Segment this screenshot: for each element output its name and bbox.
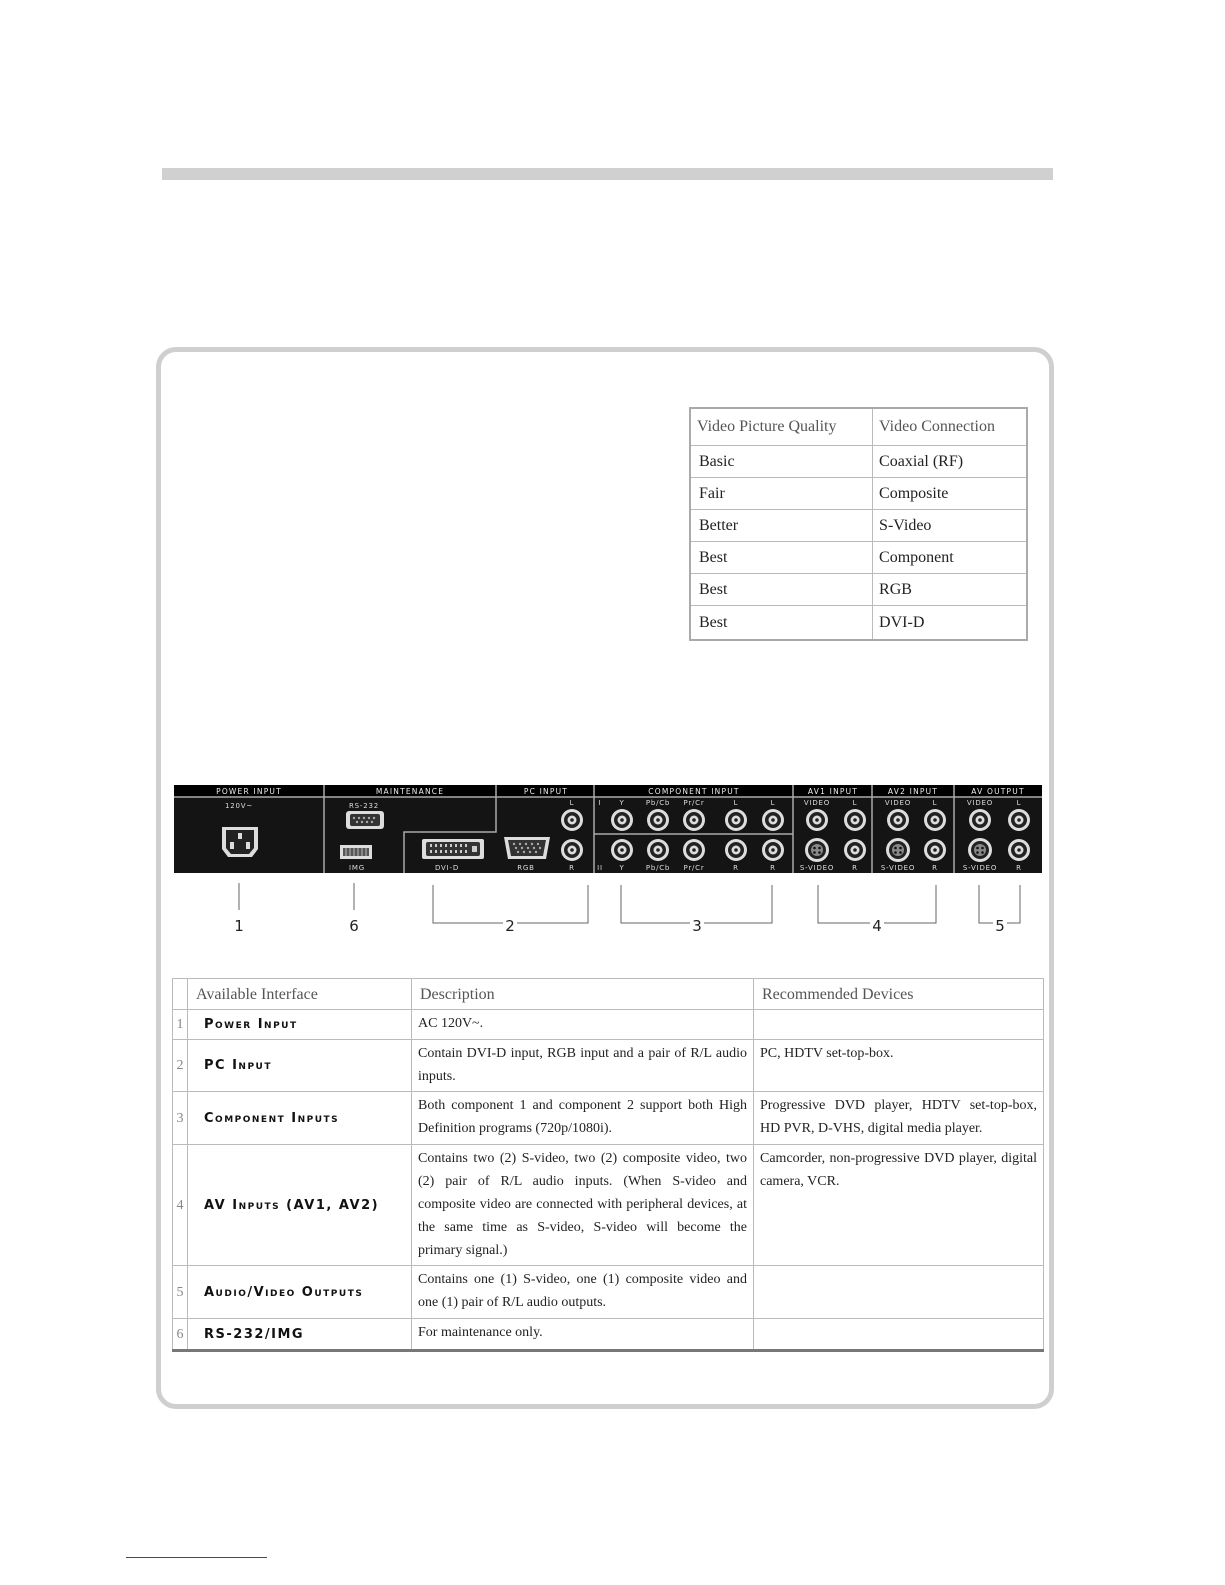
- comp1-pb-jack-icon: [647, 809, 669, 831]
- av1-r-label: R: [852, 864, 858, 872]
- table-cell: Best: [690, 542, 873, 574]
- pc-audio-l-jack-icon: [561, 809, 583, 831]
- power-socket-icon: [222, 827, 258, 857]
- table-cell: Best: [690, 606, 873, 641]
- comp2-pb-label: Pb/Cb: [645, 864, 671, 872]
- out-l-label: L: [1016, 799, 1022, 807]
- comp2-r-label: R: [770, 864, 776, 872]
- row-number: 4: [173, 1145, 188, 1266]
- table-row: [690, 446, 1027, 478]
- rs232-label: RS-232: [349, 802, 379, 810]
- callout-number: 6: [349, 917, 359, 935]
- table-cell: RGB: [873, 574, 1027, 606]
- recommended-devices: [754, 1010, 1044, 1040]
- av1-l-label: L: [852, 799, 858, 807]
- interface-name: PC Input: [188, 1040, 412, 1092]
- column-header: Description: [412, 979, 754, 1010]
- comp2-pr-jack-icon: [683, 839, 705, 861]
- pc-r-label: R: [569, 864, 575, 872]
- row-number: 2: [173, 1040, 188, 1092]
- interface-description: Contains one (1) S-video, one (1) composite video and one (1) pair of R/L audio outputs.: [412, 1266, 754, 1319]
- interface-name: AV Inputs (AV1, AV2): [188, 1145, 412, 1266]
- column-header: Video Connection: [873, 408, 1027, 446]
- av2-svideo-jack-icon: [886, 838, 910, 862]
- out-video-label: VIDEO: [966, 799, 994, 807]
- rear-panel-body: [174, 785, 1042, 873]
- row-number: 1: [173, 1010, 188, 1040]
- table-row: [173, 1040, 1044, 1092]
- table-cell: Coaxial (RF): [873, 446, 1027, 478]
- section-label-pc: PC INPUT: [523, 787, 569, 796]
- section-label-av1: AV1 INPUT: [807, 787, 859, 796]
- recommended-devices: [754, 1266, 1044, 1319]
- dvid-label: DVI-D: [434, 864, 460, 872]
- out-r-jack-icon: [1008, 839, 1030, 861]
- av1-r-jack-icon: [844, 839, 866, 861]
- section-label-avout: AV OUTPUT: [971, 787, 1025, 796]
- recommended-devices: Camcorder, non-progressive DVD player, digital camera, VCR.: [754, 1145, 1044, 1266]
- pc-l-label: L: [569, 799, 575, 807]
- table-cell: Composite: [873, 478, 1027, 510]
- section-label-component: COMPONENT INPUT: [648, 787, 740, 796]
- av2-r-label: R: [932, 864, 938, 872]
- table-row: [690, 478, 1027, 510]
- interface-description: AC 120V~.: [412, 1010, 754, 1040]
- table-cell: Basic: [690, 446, 873, 478]
- column-header: [173, 979, 188, 1010]
- out-svideo-jack-icon: [968, 838, 992, 862]
- av2-video-label: VIDEO: [884, 799, 912, 807]
- interface-name: Audio/Video Outputs: [188, 1266, 412, 1319]
- comp1-y-label: Y: [619, 799, 625, 807]
- column-header: Available Interface: [188, 979, 412, 1010]
- interface-description: For maintenance only.: [412, 1319, 754, 1351]
- comp2-r-jack-icon: [762, 839, 784, 861]
- av2-svideo-label: S-VIDEO: [880, 864, 916, 872]
- callout-number: 4: [872, 917, 882, 935]
- av2-l-jack-icon: [924, 809, 946, 831]
- out-r-label: R: [1016, 864, 1022, 872]
- pc-audio-r-jack-icon: [561, 839, 583, 861]
- av2-video-jack-icon: [887, 809, 909, 831]
- recommended-devices: [754, 1319, 1044, 1351]
- table-cell: DVI-D: [873, 606, 1027, 641]
- table-row: [173, 1092, 1044, 1145]
- voltage-label: 120V~: [224, 802, 254, 810]
- recommended-devices: PC, HDTV set-top-box.: [754, 1040, 1044, 1092]
- callout-number: 3: [692, 917, 702, 935]
- comp1-pr-label: Pr/Cr: [683, 799, 705, 807]
- section-label-av2: AV2 INPUT: [887, 787, 939, 796]
- interface-table: [172, 978, 1044, 1352]
- out-video-jack-icon: [969, 809, 991, 831]
- callout-number: 1: [234, 917, 244, 935]
- table-row: [690, 574, 1027, 606]
- row-number: 6: [173, 1319, 188, 1351]
- column-header: Recommended Devices: [754, 979, 1044, 1010]
- comp2-y-jack-icon: [611, 839, 633, 861]
- interface-name: Power Input: [188, 1010, 412, 1040]
- comp1-r-jack-icon: [725, 839, 747, 861]
- out-l-jack-icon: [1008, 809, 1030, 831]
- comp2-l-label: L: [770, 799, 776, 807]
- callout-number: 5: [995, 917, 1005, 935]
- video-quality-table: [689, 407, 1028, 641]
- footer-link-underline: [126, 1557, 267, 1558]
- comp2-l-jack-icon: [762, 809, 784, 831]
- comp2-y-label: Y: [619, 864, 625, 872]
- section-label-maintenance: MAINTENANCE: [375, 787, 445, 796]
- comp1-l-jack-icon: [725, 809, 747, 831]
- comp2-pr-label: Pr/Cr: [683, 864, 705, 872]
- table-cell: Component: [873, 542, 1027, 574]
- interface-name: Component Inputs: [188, 1092, 412, 1145]
- rgb-label: RGB: [517, 864, 535, 872]
- table-header-row: [690, 408, 1027, 446]
- table-cell: Better: [690, 510, 873, 542]
- header-bar: [162, 168, 1053, 180]
- dvi-d-port-icon: [422, 839, 484, 859]
- table-row: [173, 1145, 1044, 1266]
- recommended-devices: Progressive DVD player, HDTV set-top-box, HD PVR, D-VHS, digital media player.: [754, 1092, 1044, 1145]
- section-label-power: POWER INPUT: [216, 787, 282, 796]
- comp1-r-label: R: [733, 864, 739, 872]
- rgb-port-icon: [504, 837, 550, 859]
- av1-l-jack-icon: [844, 809, 866, 831]
- av1-video-jack-icon: [806, 809, 828, 831]
- table-cell: Best: [690, 574, 873, 606]
- row-number: 3: [173, 1092, 188, 1145]
- interface-name: RS-232/IMG: [188, 1319, 412, 1351]
- table-row: [690, 606, 1027, 641]
- interface-description: Both component 1 and component 2 support both High Definition programs (720p/1080i).: [412, 1092, 754, 1145]
- column-header: Video Picture Quality: [690, 408, 873, 446]
- table-cell: Fair: [690, 478, 873, 510]
- table-row: [173, 1266, 1044, 1319]
- out-svideo-label: S-VIDEO: [962, 864, 998, 872]
- table-row: [690, 542, 1027, 574]
- row-number: 5: [173, 1266, 188, 1319]
- comp1-y-jack-icon: [611, 809, 633, 831]
- rs232-port-icon: [346, 811, 384, 829]
- comp1-l-label: L: [733, 799, 739, 807]
- table-header-row: [173, 979, 1044, 1010]
- component-1-marker: I: [598, 799, 602, 807]
- av1-svideo-label: S-VIDEO: [799, 864, 835, 872]
- component-2-marker: II: [597, 864, 603, 872]
- av1-svideo-jack-icon: [805, 838, 829, 862]
- comp1-pr-jack-icon: [683, 809, 705, 831]
- img-port-icon: [340, 845, 372, 859]
- callout-number: 2: [505, 917, 515, 935]
- av2-r-jack-icon: [924, 839, 946, 861]
- table-row: [690, 510, 1027, 542]
- table-cell: S-Video: [873, 510, 1027, 542]
- table-row: [173, 1319, 1044, 1351]
- img-label: IMG: [349, 864, 365, 872]
- av1-video-label: VIDEO: [803, 799, 831, 807]
- av2-l-label: L: [932, 799, 938, 807]
- interface-description: Contain DVI-D input, RGB input and a pair of R/L audio inputs.: [412, 1040, 754, 1092]
- interface-description: Contains two (2) S-video, two (2) composite video, two (2) pair of R/L audio inputs. (When S-video and composite video are connected with peripheral devices, at the same time as S-video, S-video will become the primary signal.): [412, 1145, 754, 1266]
- rear-panel-diagram: [174, 785, 1042, 935]
- comp1-pb-label: Pb/Cb: [645, 799, 671, 807]
- table-row: [173, 1010, 1044, 1040]
- comp2-pb-jack-icon: [647, 839, 669, 861]
